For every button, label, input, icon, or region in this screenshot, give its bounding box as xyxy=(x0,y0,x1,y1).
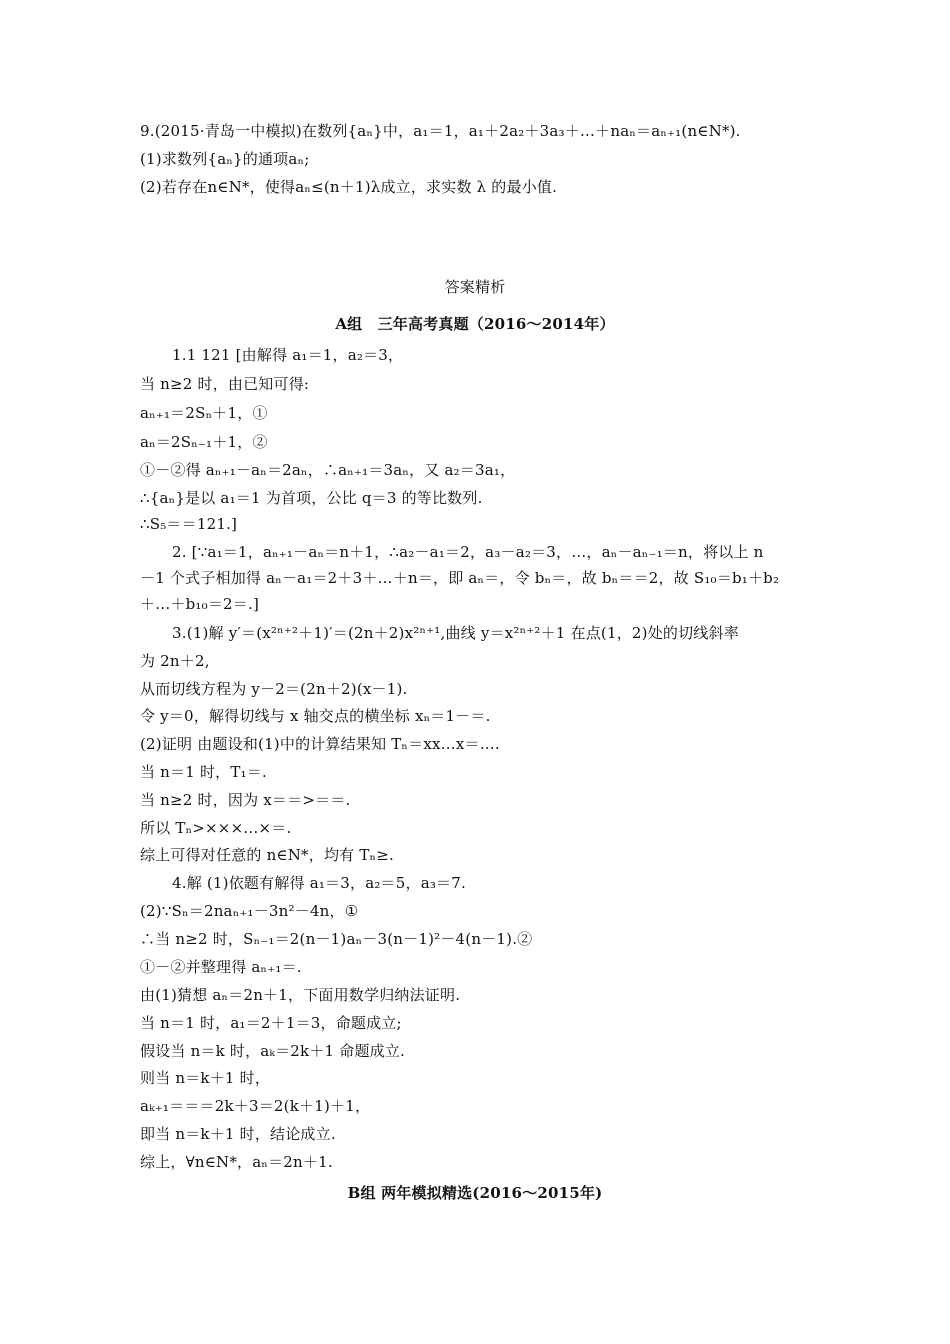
problem-9-question-1: (1)求数列{aₙ}的通项aₙ; xyxy=(140,150,310,168)
problem-9-question-2: (2)若存在n∈N*，使得aₙ≤(n＋1)λ成立，求实数 λ 的最小值. xyxy=(140,178,558,196)
answer-3-line-3: 从而切线方程为 y－2＝(2n＋2)(x－1). xyxy=(140,680,408,698)
answer-3-line-6: 当 n＝1 时，T₁＝. xyxy=(140,763,267,781)
problem-9-stem: 9.(2015·青岛一中模拟)在数列{aₙ}中，a₁＝1，a₁＋2a₂＋3a₃＋…＋naₙ＝aₙ₊₁(n∈N*). xyxy=(140,122,741,140)
answer-3-line-5: (2)证明 由题设和(1)中的计算结果知 Tₙ＝xx…x＝…. xyxy=(140,735,500,753)
answer-4-line-1: 4.解 (1)依题有解得 a₁＝3，a₂＝5，a₃＝7. xyxy=(172,874,466,892)
answer-4-line-11: 综上，∀n∈N*，aₙ＝2n＋1. xyxy=(140,1153,333,1171)
answer-1-line-3: aₙ₊₁＝2Sₙ＋1，① xyxy=(140,404,268,422)
group-b-heading: B组 两年模拟精选(2016～2015年) xyxy=(347,1184,603,1202)
answer-4-line-4: ①－②并整理得 aₙ₊₁＝. xyxy=(140,958,302,976)
answer-3-line-8: 所以 Tₙ>×××…×＝. xyxy=(140,819,292,837)
answer-4-line-8: 则当 n＝k＋1 时， xyxy=(140,1069,271,1087)
answer-4-line-7: 假设当 n＝k 时，aₖ＝2k＋1 命题成立. xyxy=(140,1042,406,1060)
answer-4-line-10: 即当 n＝k＋1 时，结论成立. xyxy=(140,1125,336,1143)
answer-4-line-9: aₖ₊₁＝＝＝2k＋3＝2(k＋1)＋1， xyxy=(140,1097,371,1115)
answer-1-line-4: aₙ＝2Sₙ₋₁＋1，② xyxy=(140,433,268,451)
answer-3-line-4: 令 y＝0，解得切线与 x 轴交点的横坐标 xₙ＝1－＝. xyxy=(140,707,491,725)
answer-1-line-7: ∴S₅＝＝121.] xyxy=(140,515,238,533)
answer-3-line-9: 综上可得对任意的 n∈N*，均有 Tₙ≥. xyxy=(140,846,394,864)
answer-3-line-2: 为 2n＋2, xyxy=(140,652,210,670)
answer-4-line-5: 由(1)猜想 aₙ＝2n＋1，下面用数学归纳法证明. xyxy=(140,986,461,1004)
answer-2-line-1: 2. [∵a₁＝1，aₙ₊₁－aₙ＝n＋1，∴a₂－a₁＝2，a₃－a₂＝3，…，aₙ－aₙ₋₁＝n，将以上 n xyxy=(172,543,764,561)
answer-4-line-6: 当 n＝1 时，a₁＝2＋1＝3，命题成立; xyxy=(140,1014,402,1032)
answers-title: 答案精析 xyxy=(444,278,506,296)
answer-1-line-5: ①－②得 aₙ₊₁－aₙ＝2aₙ，∴aₙ₊₁＝3aₙ，又 a₂＝3a₁， xyxy=(140,461,516,479)
answer-1-line-1: 1.1 121 [由解得 a₁＝1，a₂＝3， xyxy=(172,346,404,364)
answer-1-line-2: 当 n≥2 时，由已知可得: xyxy=(140,375,310,393)
answer-3-line-7: 当 n≥2 时，因为 x＝＝>＝＝. xyxy=(140,791,351,809)
answer-4-line-2: (2)∵Sₙ＝2naₙ₊₁－3n²－4n，① xyxy=(140,902,359,920)
answer-1-line-6: ∴{aₙ}是以 a₁＝1 为首项，公比 q＝3 的等比数列. xyxy=(140,489,483,507)
group-a-heading: A组 三年高考真题（2016～2014年） xyxy=(335,315,615,333)
answer-4-line-3: ∴当 n≥2 时，Sₙ₋₁＝2(n－1)aₙ－3(n－1)²－4(n－1).② xyxy=(140,930,533,948)
answer-2-line-2: －1 个式子相加得 aₙ－a₁＝2＋3＋…＋n＝，即 aₙ＝，令 bₙ＝，故 bₙ＝＝2，故 S₁₀＝b₁＋b₂ xyxy=(140,569,780,587)
answer-3-line-1: 3.(1)解 y′＝(x²ⁿ⁺²＋1)′＝(2n＋2)x²ⁿ⁺¹,曲线 y＝x²ⁿ⁺²＋1 在点(1，2)处的切线斜率 xyxy=(172,624,739,642)
answer-2-line-3: ＋…＋b₁₀＝2＝.] xyxy=(140,595,259,613)
